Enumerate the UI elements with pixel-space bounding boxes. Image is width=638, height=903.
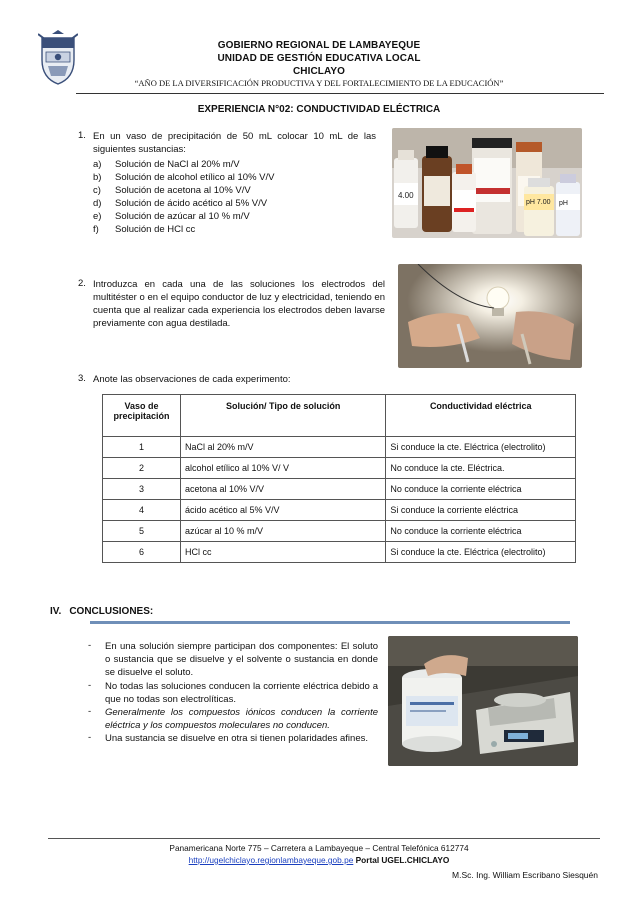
list-item: - No todas las soluciones conducen la corriente eléctrica debido a que no todas son electrolíticas. (88, 679, 378, 705)
ugel-website-link[interactable]: http://ugelchiclayo.regionlambayeque.gob.pe (188, 855, 354, 865)
cell-solucion: acetona al 10% V/V (180, 479, 385, 500)
section-underline (90, 621, 570, 624)
col-header-vaso: Vaso de precipitación (103, 395, 181, 437)
cell-vaso: 3 (103, 479, 181, 500)
section-numeral: IV. (50, 606, 62, 617)
header-motto: “AÑO DE LA DIVERSIFICACIÓN PRODUCTIVA Y DEL FORTALECIMIENTO DE LA EDUCACIÓN” (134, 78, 504, 88)
list-item: e) Solución de azúcar al 10 % m/V (93, 211, 250, 222)
col-header-solucion: Solución/ Tipo de solución (180, 395, 385, 437)
table-header-row (103, 395, 576, 437)
list-item: d) Solución de ácido acético al 5% V/V (93, 198, 268, 209)
step-1-text: En un vaso de precipitación de 50 mL colocar 10 mL de las siguientes sustancias: (93, 131, 376, 155)
list-item: f) Solución de HCl cc (93, 224, 196, 235)
step-2-text: Introduzca en cada una de las soluciones los electrodos del multitéster o en el equipo conductor de luz y electricidad, teniendo en cuenta que al realizar cada experiencia los electrodos deben lavarse previamente con agua destilada. (93, 279, 385, 329)
col-header-conductividad: Conductividad eléctrica (386, 395, 576, 437)
cell-vaso: 1 (103, 437, 181, 458)
header-city: CHICLAYO (292, 66, 346, 77)
balance-scale-photo (388, 636, 578, 766)
list-item: - Una sustancia se disuelve en otra si tienen polaridades afines. (88, 732, 368, 745)
cell-conductividad: Si conduce la corriente eléctrica (386, 500, 576, 521)
author-name: M.Sc. Ing. William Escribano Siesquén (452, 870, 598, 880)
conclusions-heading (50, 606, 153, 617)
table-row (103, 542, 576, 563)
cell-conductividad: No conduce la cte. Eléctrica. (386, 458, 576, 479)
substance-list (93, 158, 376, 236)
table-row (103, 521, 576, 542)
experience-title: EXPERIENCIA N°02: CONDUCTIVIDAD ELÉCTRICA (197, 104, 441, 115)
cell-solucion: HCl cc (180, 542, 385, 563)
bottle-label-ph7: pH 7.00 (526, 199, 551, 206)
cell-solucion: ácido acético al 5% V/V (180, 500, 385, 521)
step-2-number: 2. (78, 278, 86, 289)
list-item: a) Solución de NaCl al 20% m/V (93, 159, 240, 170)
results-table (102, 394, 576, 563)
table-row (103, 458, 576, 479)
header-ugel: UNIDAD DE GESTIÓN EDUCATIVA LOCAL (217, 53, 421, 64)
cell-solucion: azúcar al 10 % m/V (180, 521, 385, 542)
step-3-text: Anote las observaciones de cada experimento: (93, 374, 291, 385)
conductivity-lamp-photo (398, 264, 582, 368)
table-row (103, 479, 576, 500)
cell-vaso: 6 (103, 542, 181, 563)
list-item: b) Solución de alcohol etílico al 10% V/V (93, 172, 275, 183)
step-3-number: 3. (78, 373, 86, 384)
cell-conductividad: No conduce la corriente eléctrica (386, 521, 576, 542)
cell-conductividad: Si conduce la cte. Eléctrica (electrolito) (386, 437, 576, 458)
footer-address: Panamericana Norte 775 – Carretera a Lambayeque – Central Telefónica 612774 (169, 843, 469, 853)
cell-vaso: 5 (103, 521, 181, 542)
table-row (103, 500, 576, 521)
list-item: - En una solución siempre participan dos componentes: El soluto o sustancia que se disuelve y el solvente o sustancia en donde se disuelve el soluto. (88, 640, 378, 679)
step-1-number: 1. (78, 130, 86, 141)
reagent-bottles-photo (392, 128, 582, 238)
portal-label: Portal UGEL.CHICLAYO (353, 855, 450, 865)
header-government: GOBIERNO REGIONAL DE LAMBAYEQUE (217, 40, 421, 51)
conclusions-list (88, 640, 378, 746)
footer-links (0, 855, 638, 865)
table-row (103, 437, 576, 458)
header-divider (76, 93, 604, 94)
section-title: CONCLUSIONES: (69, 606, 154, 617)
bottle-label-ph4: 4.00 (398, 191, 414, 200)
cell-conductividad: Si conduce la cte. Eléctrica (electrolito) (386, 542, 576, 563)
cell-solucion: alcohol etílico al 10% V/ V (180, 458, 385, 479)
cell-solucion: NaCl al 20% m/V (180, 437, 385, 458)
list-item: - Generalmente los compuestos iónicos conducen la corriente eléctrica y los compuestos moleculares no conducen. (88, 706, 378, 732)
cell-vaso: 4 (103, 500, 181, 521)
list-item: c) Solución de acetona al 10% V/V (93, 185, 251, 196)
cell-conductividad: No conduce la corriente eléctrica (386, 479, 576, 500)
bottle-label-ph: pH (559, 200, 568, 207)
footer-divider (48, 838, 600, 839)
cell-vaso: 2 (103, 458, 181, 479)
